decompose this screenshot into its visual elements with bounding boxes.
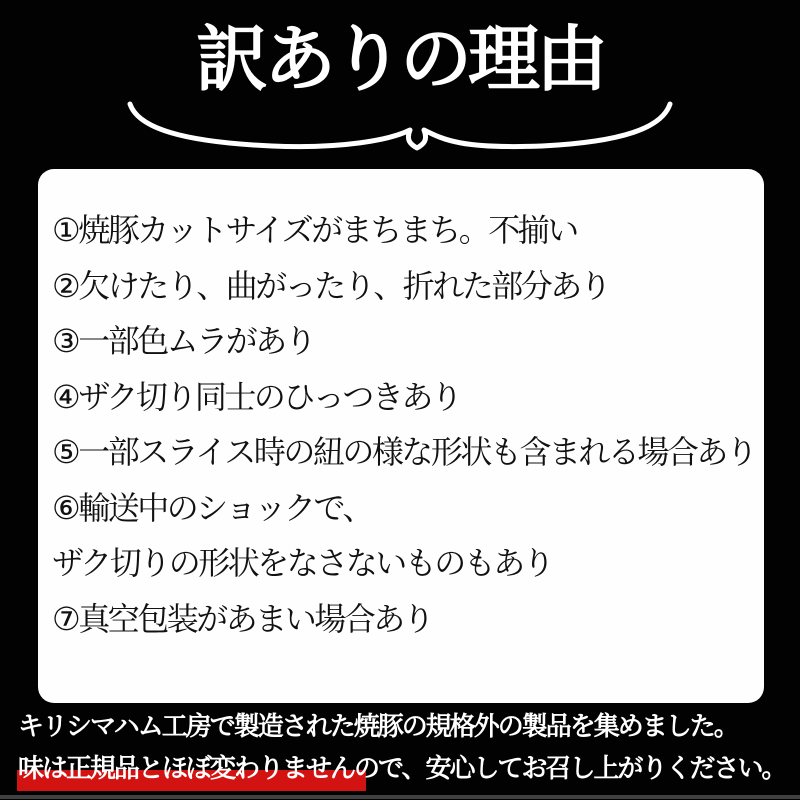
reasons-panel xyxy=(38,169,764,703)
reason-item-6-continued: ザク切りの形状をなさないものもあり xyxy=(52,544,553,582)
footer-line-1: キリシマハム工房で製造された焼豚の規格外の製品を集めました。 xyxy=(18,712,738,742)
reason-item-2: ②欠けたり、曲がったり、折れた部分あり xyxy=(52,266,610,305)
reason-item-6: ⑥輸送中のショックで、 xyxy=(52,488,372,527)
bottom-edge-strip xyxy=(0,795,800,799)
reason-item-3: ③一部色ムラがあり xyxy=(52,322,315,360)
reason-item-4: ④ザク切り同士のひっつきあり xyxy=(52,377,461,416)
footer-line-2: 味は正規品とほぼ変わりませんので、安心してお召し上がりください。 xyxy=(18,754,786,784)
underbrace-swoosh-icon xyxy=(122,100,678,156)
page-title: 訳ありの理由 xyxy=(195,17,604,101)
reason-item-5: ⑤一部スライス時の紐の様な形状も含まれる場合あり xyxy=(52,433,756,471)
footer-note xyxy=(18,706,788,790)
reason-item-7: ⑦真空包装があまい場合あり xyxy=(52,599,433,638)
reason-item-1: ①焼豚カットサイズがまちまち。不揃い xyxy=(52,211,577,249)
